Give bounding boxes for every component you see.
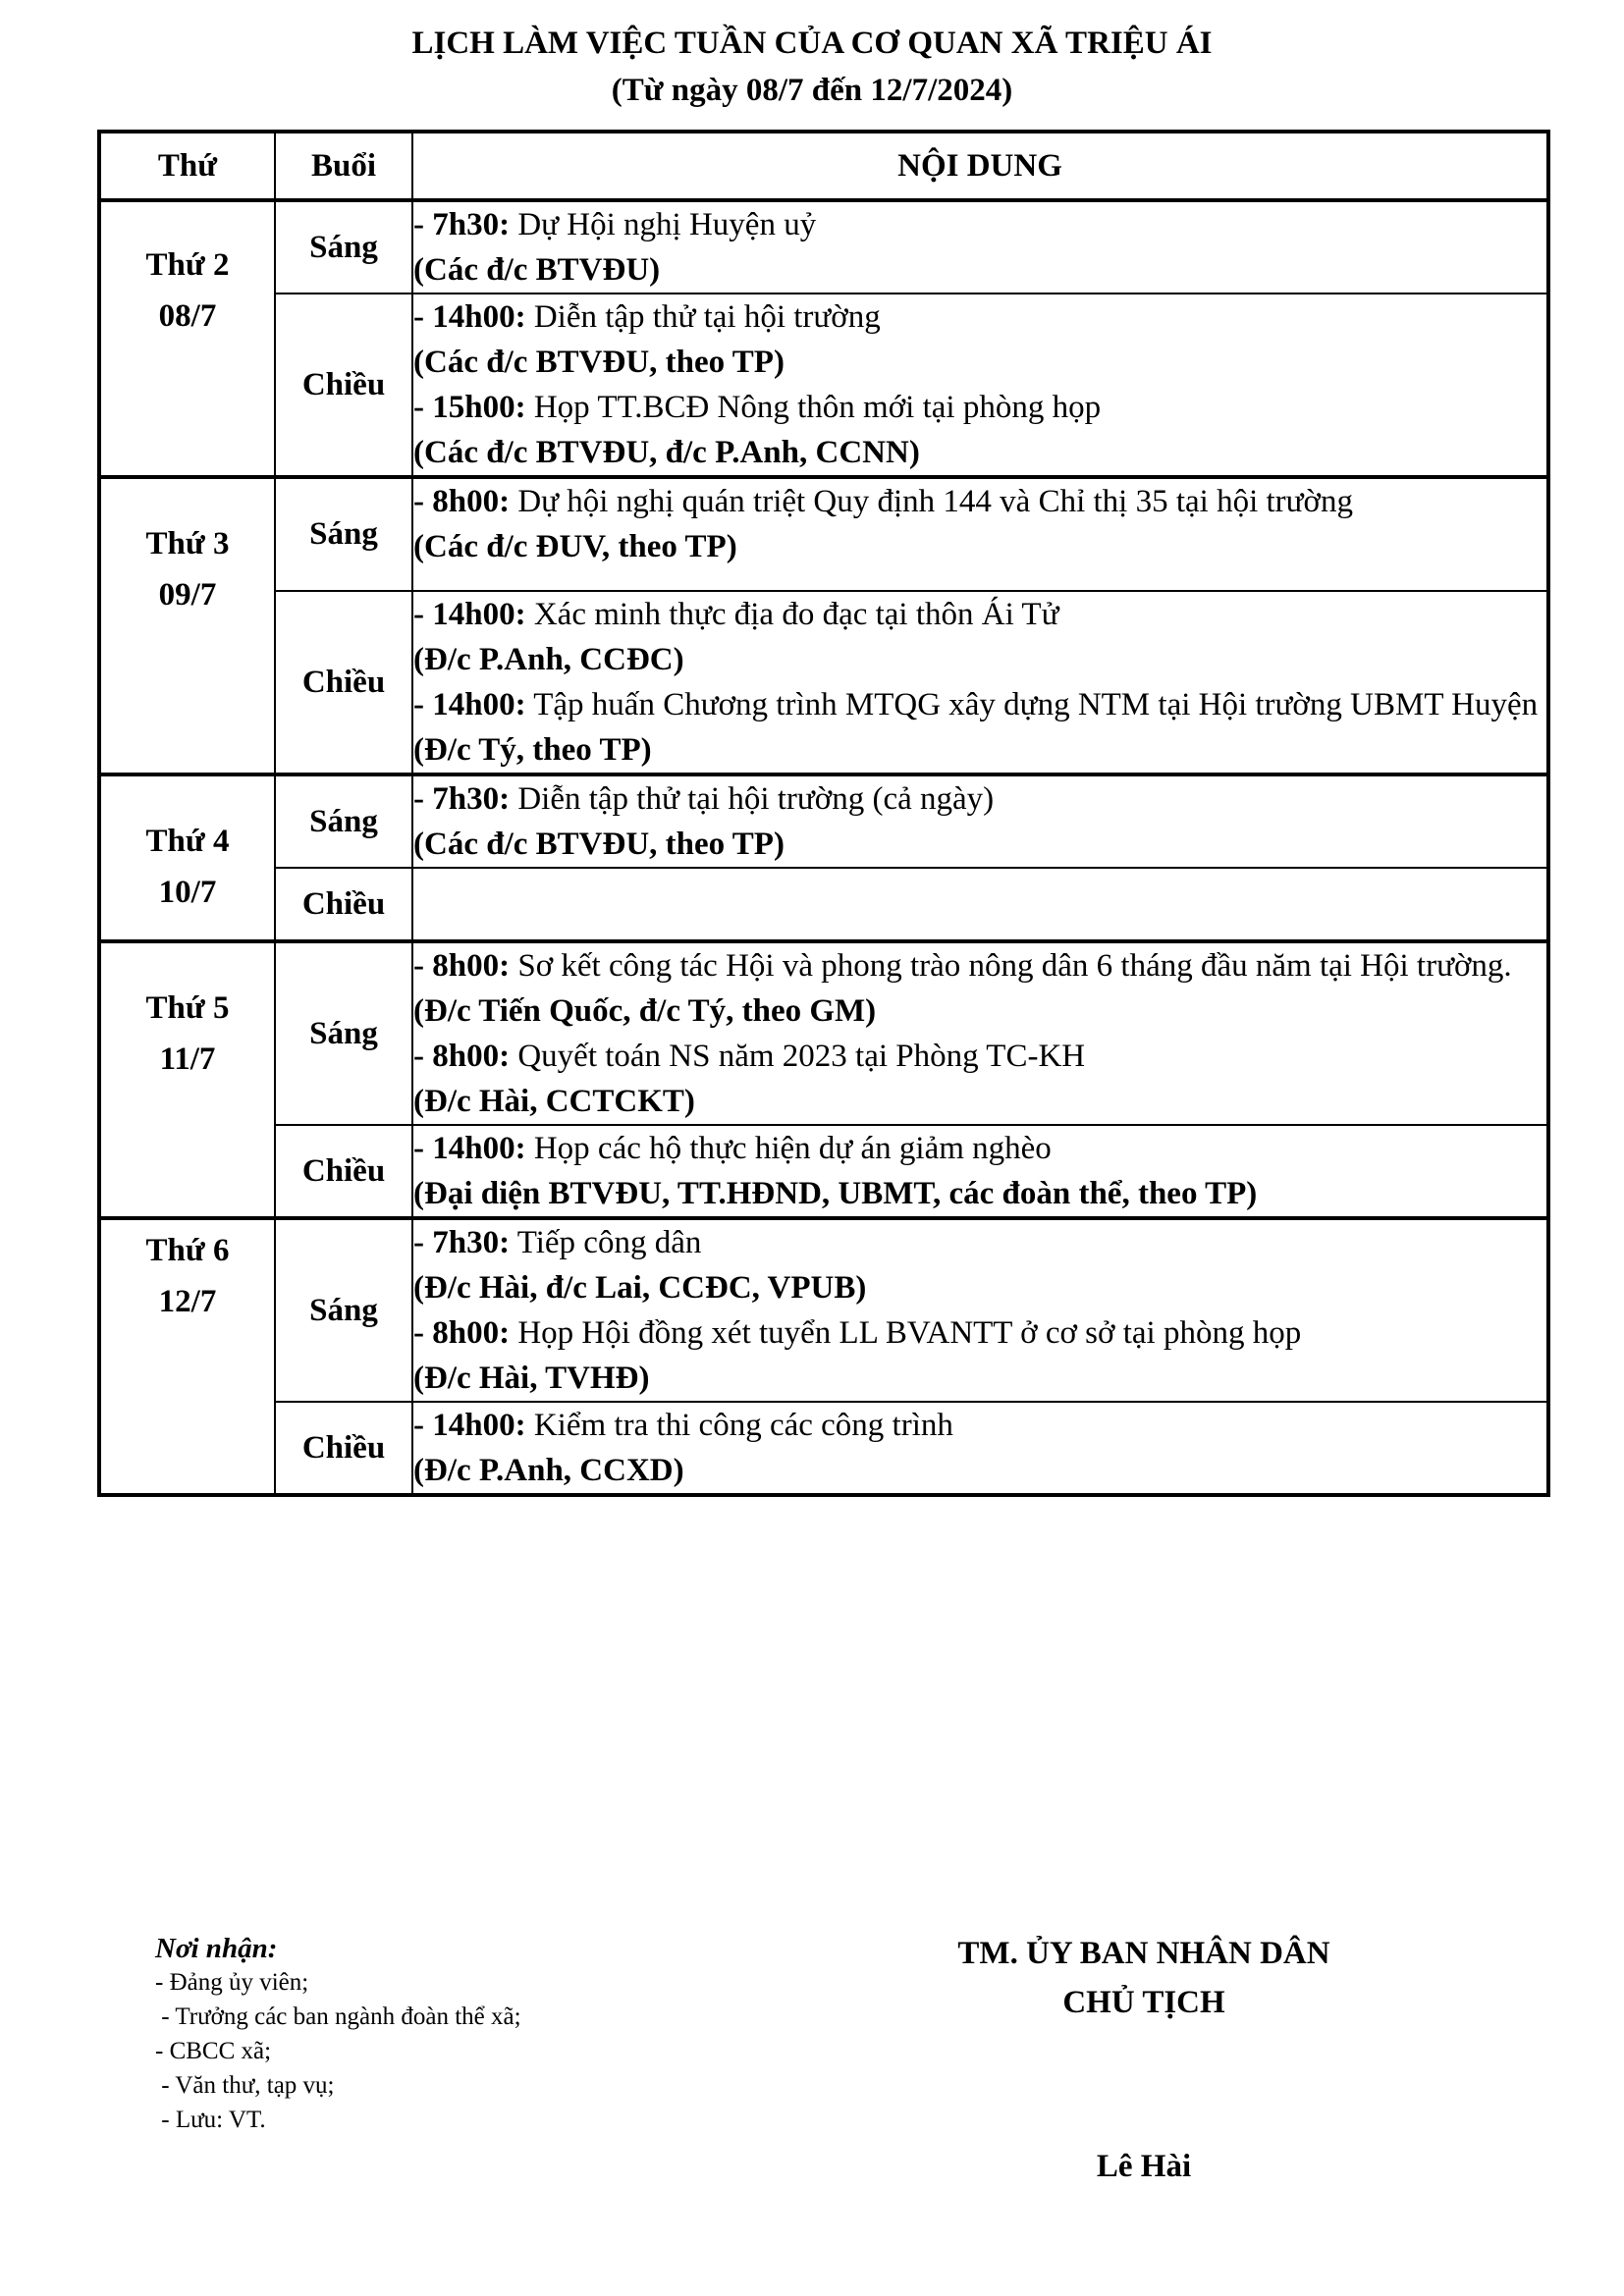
table-row [99,868,1548,941]
recipient-item: - Văn thư, tạp vụ; [155,2072,335,2099]
event-text: Diễn tập thử tại hội trường (cả ngày) [510,781,995,817]
event-participants: (Các đ/c ĐUV, theo TP) [413,529,737,564]
session-label: Sáng [275,774,412,868]
event-line [413,1126,1546,1171]
table-row [99,200,1548,294]
event-text: Họp TT.BCĐ Nông thôn mới tại phòng họp [525,390,1102,425]
event-time: - 7h30: [413,207,511,242]
event-participants: (Các đ/c BTVĐU) [413,252,661,288]
event-participants: (Đ/c P.Anh, CCĐC) [413,642,684,677]
signature-org: TM. ỦY BAN NHÂN DÂN [957,1936,1330,1971]
session-label: Chiều [275,868,412,941]
table-row [99,591,1548,774]
table-row [99,1125,1548,1218]
recipient-item: - CBCC xã; [155,2038,272,2064]
day-date: 08/7 [158,298,217,334]
document-title: LỊCH LÀM VIỆC TUẦN CỦA CƠ QUAN XÃ TRIỆU ÁI [411,26,1213,61]
signature-title: CHỦ TỊCH [1062,1985,1225,2020]
session-content [412,294,1548,477]
event-text: Sơ kết công tác Hội và phong trào nông dân 6 tháng đầu năm tại Hội trường. [510,948,1512,984]
event-participants: (Đ/c Hài, CCTCKT) [413,1084,695,1119]
event-text: Dự Hội nghị Huyện uỷ [510,207,817,242]
event-text: Họp các hộ thực hiện dự án giảm nghèo [525,1131,1052,1166]
event-time: - 7h30: [413,1225,511,1260]
event-participants: (Các đ/c BTVĐU, đ/c P.Anh, CCNN) [413,435,920,470]
event-time: - 14h00: [413,597,526,632]
session-content [412,591,1548,774]
day-date: 09/7 [158,577,217,613]
event-line [413,776,1546,822]
event-text: Kiểm tra thi công các công trình [525,1408,953,1443]
day-cell [99,941,275,1218]
day-date: 12/7 [158,1284,217,1319]
recipients-block [155,1932,521,2137]
session-label: Chiều [275,1402,412,1495]
event-text: Tiếp công dân [510,1225,702,1260]
session-content [412,1125,1548,1218]
event-text: Quyết toán NS năm 2023 tại Phòng TC-KH [510,1039,1086,1074]
schedule-body [99,200,1548,1495]
session-content [412,868,1548,941]
event-line [413,1403,1546,1448]
session-label: Sáng [275,477,412,591]
event-time: - 8h00: [413,1039,511,1074]
event-participants: (Đ/c Hài, TVHĐ) [413,1361,650,1396]
table-row [99,774,1548,868]
table-row [99,941,1548,1125]
recipients-title: Nơi nhận: [155,1933,278,1964]
event-text: Diễn tập thử tại hội trường [525,299,881,335]
day-name: Thứ 4 [145,824,230,859]
day-name: Thứ 3 [145,526,230,561]
event-participants: (Đ/c Hài, đ/c Lai, CCĐC, VPUB) [413,1270,867,1306]
header-buoi: Buổi [275,132,412,200]
event-line [413,479,1546,524]
event-time: - 14h00: [413,299,526,335]
event-participants: (Đ/c P.Anh, CCXD) [413,1453,684,1488]
event-participants: (Đại diện BTVĐU, TT.HĐND, UBMT, các đoàn thể, theo TP) [413,1176,1258,1211]
event-line [413,682,1546,727]
event-time: - 8h00: [413,1315,511,1351]
table-row [99,1402,1548,1495]
schedule-table [97,130,1550,1497]
session-label: Chiều [275,591,412,774]
recipient-item: - Đảng ủy viên; [155,1969,309,1996]
recipient-item: - Trưởng các ban ngành đoàn thể xã; [155,2003,521,2030]
session-content [412,941,1548,1125]
event-text: Họp Hội đồng xét tuyển LL BVANTT ở cơ sở tại phòng họp [510,1315,1302,1351]
session-content [412,477,1548,591]
event-line [413,1034,1546,1079]
session-label: Sáng [275,941,412,1125]
event-line [413,592,1546,637]
day-date: 10/7 [158,875,217,910]
event-line [413,1220,1546,1265]
signer-name: Lê Hài [1096,2149,1192,2184]
event-line [413,202,1546,247]
event-line [413,1310,1546,1356]
recipient-item: - Lưu: VT. [155,2107,266,2133]
event-time: - 7h30: [413,781,511,817]
session-label: Sáng [275,1218,412,1402]
day-cell [99,774,275,941]
event-line [413,294,1546,340]
session-label: Sáng [275,200,412,294]
event-line [413,385,1546,430]
event-time: - 15h00: [413,390,526,425]
event-line [413,943,1546,988]
day-name: Thứ 6 [145,1233,230,1268]
event-time: - 14h00: [413,1131,526,1166]
header-noi-dung: NỘI DUNG [412,132,1548,200]
table-row [99,294,1548,477]
day-name: Thứ 2 [145,247,230,283]
event-time: - 8h00: [413,484,511,519]
session-content [412,1218,1548,1402]
day-date: 11/7 [159,1041,216,1077]
day-name: Thứ 5 [145,990,230,1026]
table-row [99,1218,1548,1402]
event-text: Xác minh thực địa đo đạc tại thôn Ái Tử [525,597,1059,632]
session-label: Chiều [275,294,412,477]
event-participants: (Các đ/c BTVĐU, theo TP) [413,827,785,862]
header-thu: Thứ [99,132,275,200]
day-cell [99,477,275,774]
event-participants: (Đ/c Tý, theo TP) [413,732,652,768]
day-cell [99,1218,275,1495]
event-time: - 14h00: [413,1408,526,1443]
event-participants: (Các đ/c BTVĐU, theo TP) [413,345,785,380]
session-content [412,200,1548,294]
event-participants: (Đ/c Tiến Quốc, đ/c Tý, theo GM) [413,993,877,1029]
event-text: Dự hội nghị quán triệt Quy định 144 và Chỉ thị 35 tại hội trường [510,484,1353,519]
session-label: Chiều [275,1125,412,1218]
session-content [412,1402,1548,1495]
table-header-row [99,132,1548,200]
event-text: Tập huấn Chương trình MTQG xây dựng NTM tại Hội trường UBMT Huyện [525,687,1539,722]
day-cell [99,200,275,477]
table-row [99,477,1548,591]
event-time: - 8h00: [413,948,511,984]
document-date-range: (Từ ngày 08/7 đến 12/7/2024) [611,73,1013,108]
session-content [412,774,1548,868]
event-time: - 14h00: [413,687,526,722]
